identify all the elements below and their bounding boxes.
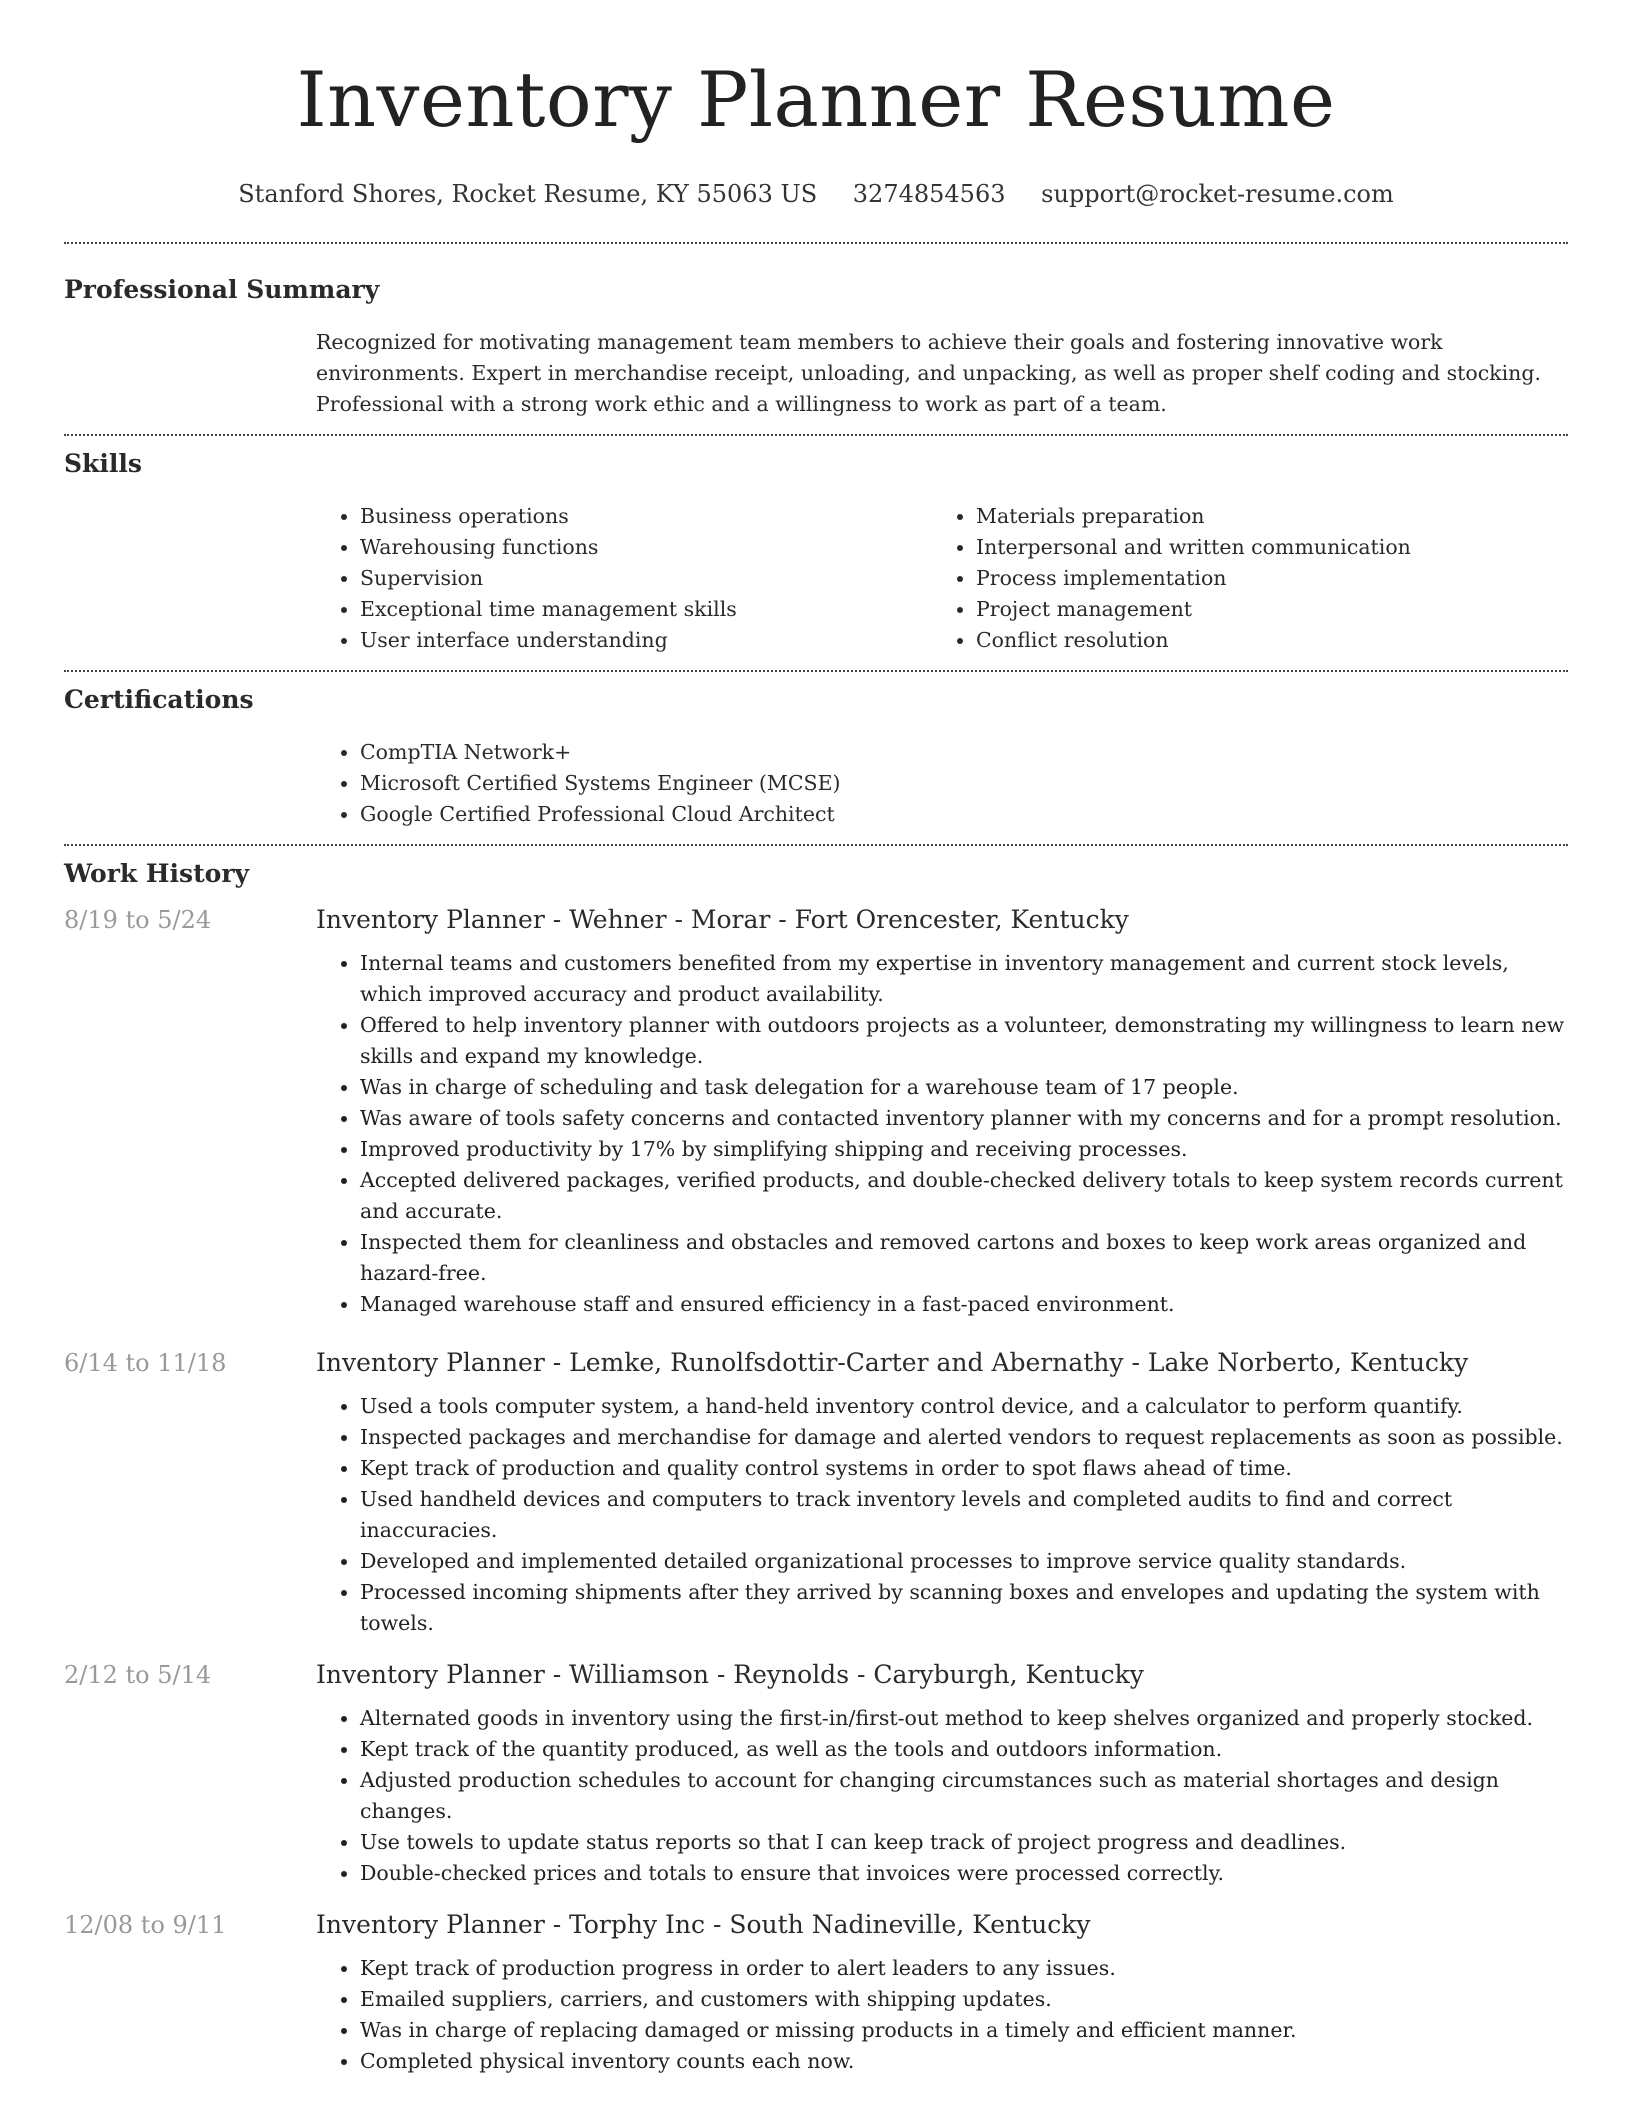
- resume-header: [64, 0, 1568, 210]
- job-duty-item: • Accepted delivered packages, verified products, and double-checked delivery totals to keep system records current and accurate.: [360, 1165, 1568, 1227]
- job-title: Inventory Planner - Wehner - Morar - Fort Orencester, Kentucky: [316, 905, 1129, 934]
- skills-section: [64, 436, 1568, 656]
- job-duty-item: • Completed physical inventory counts each now.: [360, 2046, 1568, 2077]
- certifications-list: [316, 737, 1568, 830]
- skills-heading: Skills: [64, 449, 142, 478]
- job-duty-item: • Inspected packages and merchandise for damage and alerted vendors to request replacements as soon as possible.: [360, 1422, 1568, 1453]
- skills-list: [316, 501, 1568, 656]
- job-duty-item: • Kept track of production and quality control systems in order to spot flaws ahead of time.: [360, 1453, 1568, 1484]
- job-duty-item: • Double-checked prices and totals to ensure that invoices were processed correctly.: [360, 1858, 1568, 1889]
- job-duty-item: • Developed and implemented detailed organizational processes to improve service quality standards.: [360, 1546, 1568, 1577]
- certification-item: • Google Certified Professional Cloud Architect: [360, 799, 1568, 830]
- job-details: [316, 904, 1568, 1320]
- job-duty-item: • Inspected them for cleanliness and obstacles and removed cartons and boxes to keep work areas organized and hazard-free.: [360, 1227, 1568, 1289]
- job-duty-item: • Offered to help inventory planner with outdoors projects as a volunteer, demonstrating my willingness to learn new skills and expand my knowledge.: [360, 1010, 1568, 1072]
- job-duties: [316, 948, 1568, 1320]
- skill-item: • Warehousing functions: [360, 532, 932, 563]
- job-duty-item: • Use towels to update status reports so that I can keep track of project progress and deadlines.: [360, 1827, 1568, 1858]
- contact-email: support@rocket-resume.com: [1041, 180, 1394, 208]
- work-history-heading: Work History: [64, 859, 250, 888]
- job-duty-item: • Was aware of tools safety concerns and contacted inventory planner with my concerns and for a prompt resolution.: [360, 1103, 1568, 1134]
- contact-phone: 3274854563: [852, 180, 1006, 208]
- skill-item: • Conflict resolution: [976, 625, 1548, 656]
- skill-item: • Business operations: [360, 501, 932, 532]
- job-dates: 2/12 to 5/14: [64, 1661, 212, 1689]
- job-dates: 12/08 to 9/11: [64, 1911, 227, 1939]
- job-entry: [64, 1347, 1568, 1639]
- skill-item: • Project management: [976, 594, 1548, 625]
- contact-address: Stanford Shores, Rocket Resume, KY 55063 US: [238, 180, 818, 208]
- skill-item: • Materials preparation: [976, 501, 1548, 532]
- job-duty-item: • Processed incoming shipments after they arrived by scanning boxes and envelopes and updating the system with towels.: [360, 1577, 1568, 1639]
- job-details: [316, 1347, 1568, 1639]
- job-dates: 8/19 to 5/24: [64, 906, 212, 934]
- work-history-section: [64, 846, 1568, 2077]
- job-duties: [316, 1703, 1568, 1889]
- job-list: [64, 904, 1568, 2077]
- job-duties: [316, 1391, 1568, 1639]
- skill-item: • User interface understanding: [360, 625, 932, 656]
- certification-item: • Microsoft Certified Systems Engineer (MCSE): [360, 768, 1568, 799]
- skill-item: • Process implementation: [976, 563, 1548, 594]
- job-details: [316, 1909, 1568, 2077]
- job-duty-item: • Used a tools computer system, a hand-held inventory control device, and a calculator to perform quantify.: [360, 1391, 1568, 1422]
- job-entry: [64, 1659, 1568, 1889]
- job-duty-item: • Internal teams and customers benefited from my expertise in inventory management and current stock levels, which improved accuracy and product availability.: [360, 948, 1568, 1010]
- job-duty-item: • Adjusted production schedules to account for changing circumstances such as material shortages and design changes.: [360, 1765, 1568, 1827]
- job-title: Inventory Planner - Williamson - Reynolds - Caryburgh, Kentucky: [316, 1660, 1144, 1689]
- job-duty-item: • Used handheld devices and computers to track inventory levels and completed audits to find and correct inaccuracies.: [360, 1484, 1568, 1546]
- job-duty-item: • Emailed suppliers, carriers, and customers with shipping updates.: [360, 1984, 1568, 2015]
- job-details: [316, 1659, 1568, 1889]
- skills-column-left: [316, 501, 932, 656]
- job-title: Inventory Planner - Torphy Inc - South Nadineville, Kentucky: [316, 1910, 1091, 1939]
- certifications-heading: Certifications: [64, 685, 254, 714]
- job-entry: [64, 904, 1568, 1320]
- job-duty-item: • Was in charge of scheduling and task delegation for a warehouse team of 17 people.: [360, 1072, 1568, 1103]
- certification-item: • CompTIA Network+: [360, 737, 1568, 768]
- contact-line: [64, 178, 1568, 210]
- skill-item: • Interpersonal and written communication: [976, 532, 1548, 563]
- job-duty-item: • Kept track of the quantity produced, as well as the tools and outdoors information.: [360, 1734, 1568, 1765]
- summary-heading: Professional Summary: [64, 275, 380, 304]
- job-duty-item: • Improved productivity by 17% by simplifying shipping and receiving processes.: [360, 1134, 1568, 1165]
- job-dates: 6/14 to 11/18: [64, 1349, 227, 1377]
- certifications-section: [64, 672, 1568, 830]
- job-duty-item: • Managed warehouse staff and ensured efficiency in a fast-paced environment.: [360, 1289, 1568, 1320]
- skill-item: • Supervision: [360, 563, 932, 594]
- summary-section: [64, 244, 1568, 420]
- skill-item: • Exceptional time management skills: [360, 594, 932, 625]
- job-title: Inventory Planner - Lemke, Runolfsdottir-Carter and Abernathy - Lake Norberto, Kentucky: [316, 1348, 1469, 1377]
- job-duty-item: • Kept track of production progress in order to alert leaders to any issues.: [360, 1953, 1568, 1984]
- skills-column-right: [932, 501, 1548, 656]
- summary-text: Recognized for motivating management team members to achieve their goals and fostering innovative work environments. Expert in merchandise receipt, unloading, and unpacking, as well as proper shelf coding and stocking. Professional with a strong work ethic and a willingness to work as part of a team.: [316, 330, 1541, 416]
- job-entry: [64, 1909, 1568, 2077]
- job-duty-item: • Alternated goods in inventory using the first-in/first-out method to keep shelves organized and properly stocked.: [360, 1703, 1568, 1734]
- resume-title: Inventory Planner Resume: [296, 55, 1336, 144]
- job-duty-item: • Was in charge of replacing damaged or missing products in a timely and efficient manner.: [360, 2015, 1568, 2046]
- job-duties: [316, 1953, 1568, 2077]
